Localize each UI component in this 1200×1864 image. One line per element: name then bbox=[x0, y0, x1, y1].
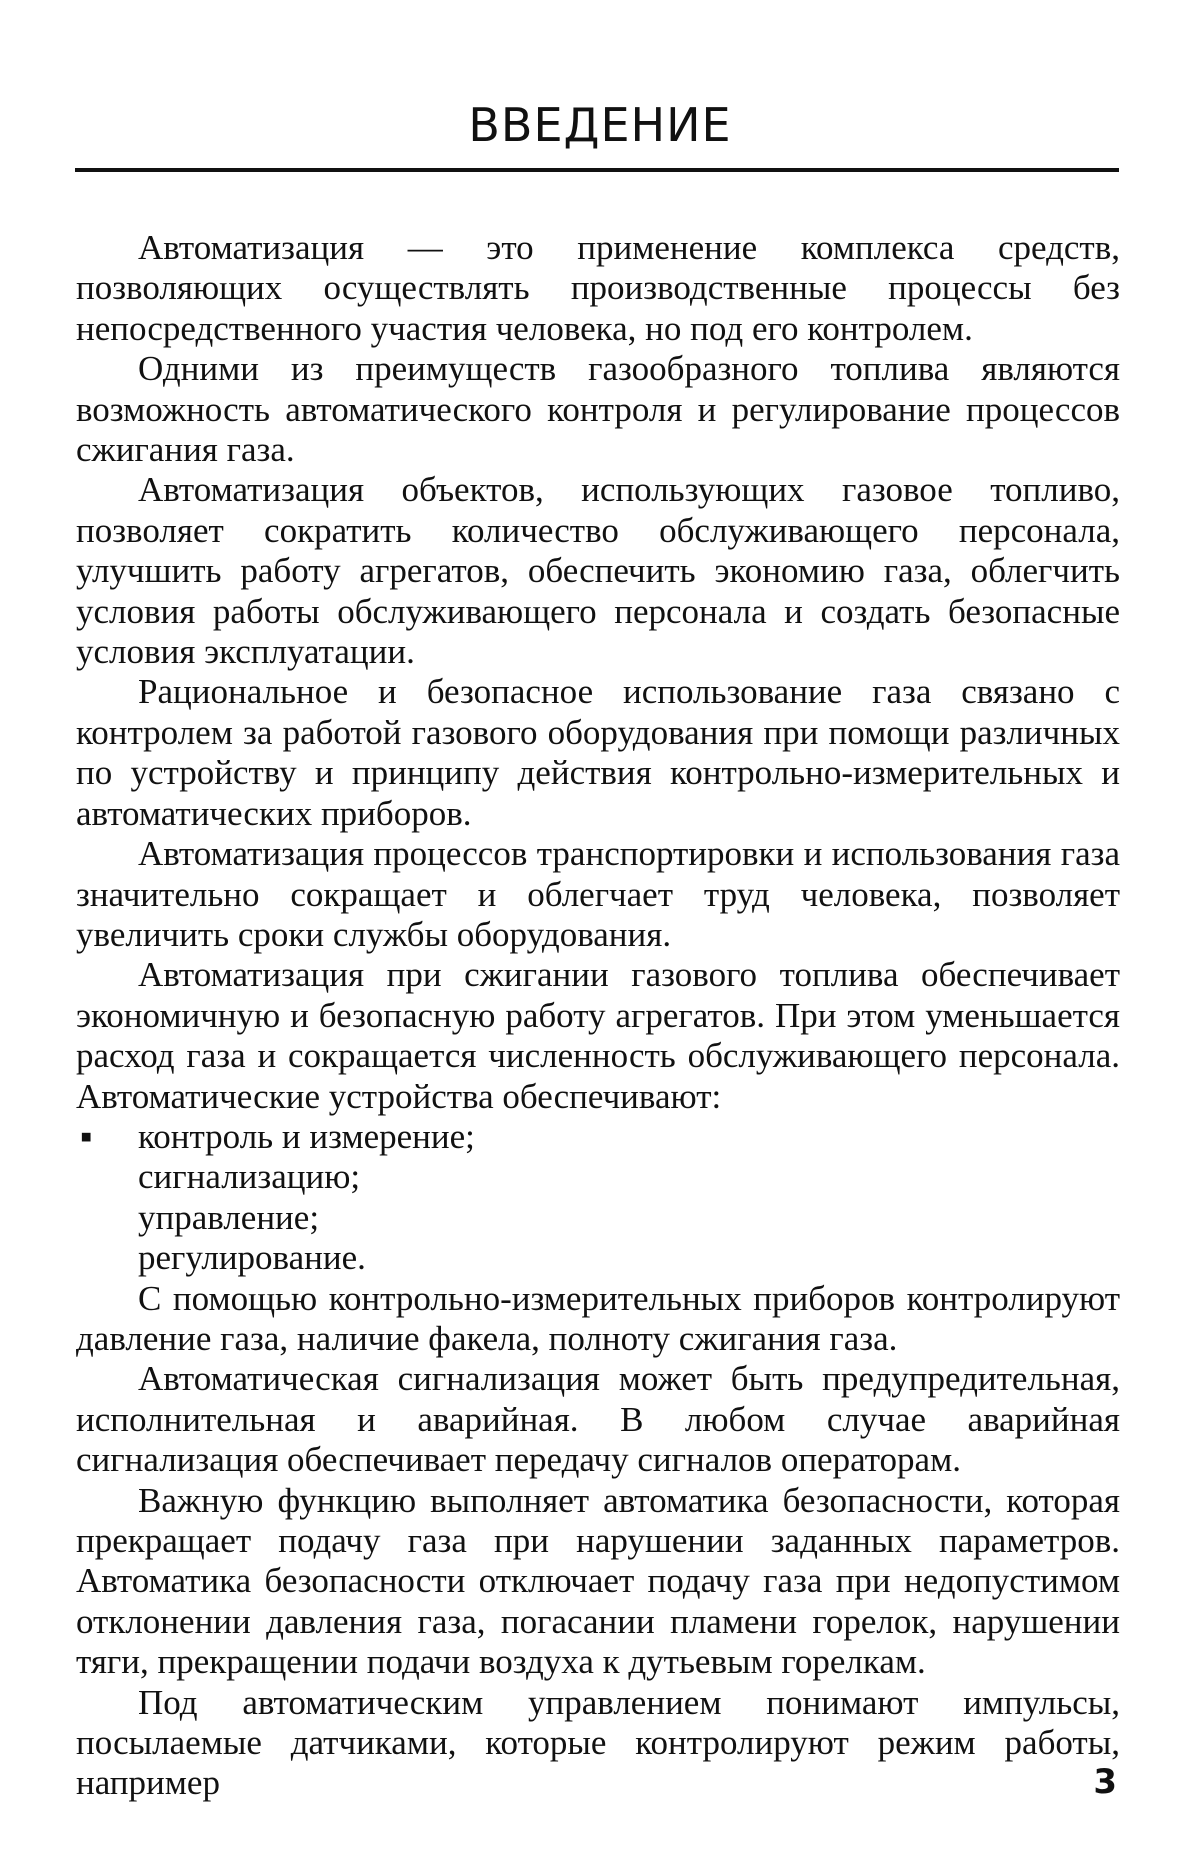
paragraph-6: Автоматизация при сжигании газового топлива обеспечивает экономичную и безопасную работу агрегатов. При этом уменьшается расход газа и сокращается численность обслуживающего персонала. Автоматические устройства обеспечивают: bbox=[76, 955, 1120, 1116]
title-rule bbox=[75, 168, 1119, 172]
list-item bbox=[76, 1157, 1120, 1197]
list-item-text: сигнализацию; bbox=[138, 1157, 361, 1197]
list-item bbox=[76, 1238, 1120, 1278]
paragraph-8: Автоматическая сигнализация может быть предупредительная, исполнительная и аварийная. В любом случае аварийная сигнализация обеспечивает передачу сигналов операторам. bbox=[76, 1359, 1120, 1480]
list-item bbox=[76, 1117, 1120, 1157]
chapter-title: ВВЕДЕНИЕ bbox=[468, 98, 732, 152]
paragraph-1: Автоматизация — это применение комплекса средств, позволяющих осуществлять производственные процессы без непосредственного участия человека, но под его контролем. bbox=[76, 228, 1120, 348]
paragraph-3: Автоматизация объектов, использующих газовое топливо, позволяет сократить количество обслуживающего персонала, улучшить работу агрегатов, обеспечить экономию газа, облегчить условия работы обслуживающего персонала и создать безопасные условия эксплуатации. bbox=[76, 470, 1120, 672]
list-item-text: управление; bbox=[138, 1197, 320, 1237]
paragraph-7: С помощью контрольно-измерительных приборов контролируют давление газа, наличие факела, полноту сжигания газа. bbox=[76, 1278, 1120, 1358]
paragraph-2: Одними из преимуществ газообразного топлива являются возможность автоматического контроля и регулирование процессов сжигания газа. bbox=[76, 349, 1120, 470]
list-item-text: контроль и измерение; bbox=[138, 1116, 475, 1156]
list-item-text: регулирование. bbox=[138, 1238, 366, 1278]
paragraph-4: Рациональное и безопасное использование газа связано с контролем за работой газового оборудования при помощи различных по устройству и принципу действия контрольно-измерительных и автоматических приборов. bbox=[76, 672, 1120, 833]
device-functions-list bbox=[76, 1117, 1120, 1279]
paragraph-10: Под автоматическим управлением понимают импульсы, посылаемые датчиками, которые контролируют режим работы, например bbox=[76, 1682, 1120, 1803]
list-item bbox=[76, 1198, 1120, 1238]
body-text bbox=[76, 228, 1120, 1804]
page-number: 3 bbox=[1093, 1762, 1117, 1802]
paragraph-5: Автоматизация процессов транспортировки и использования газа значительно сокращает и облегчает труд человека, позволяет увеличить сроки службы оборудования. bbox=[76, 834, 1120, 954]
paragraph-9: Важную функцию выполняет автоматика безопасности, которая прекращает подачу газа при нарушении заданных параметров. Автоматика безопасности отключает подачу газа при недопустимом отклонении давления газа, погасании пламени горелок, нарушении тяги, прекращении подачи воздуха к дутьевым горелкам. bbox=[76, 1480, 1120, 1682]
bullet-icon: ▪ bbox=[80, 1116, 93, 1156]
